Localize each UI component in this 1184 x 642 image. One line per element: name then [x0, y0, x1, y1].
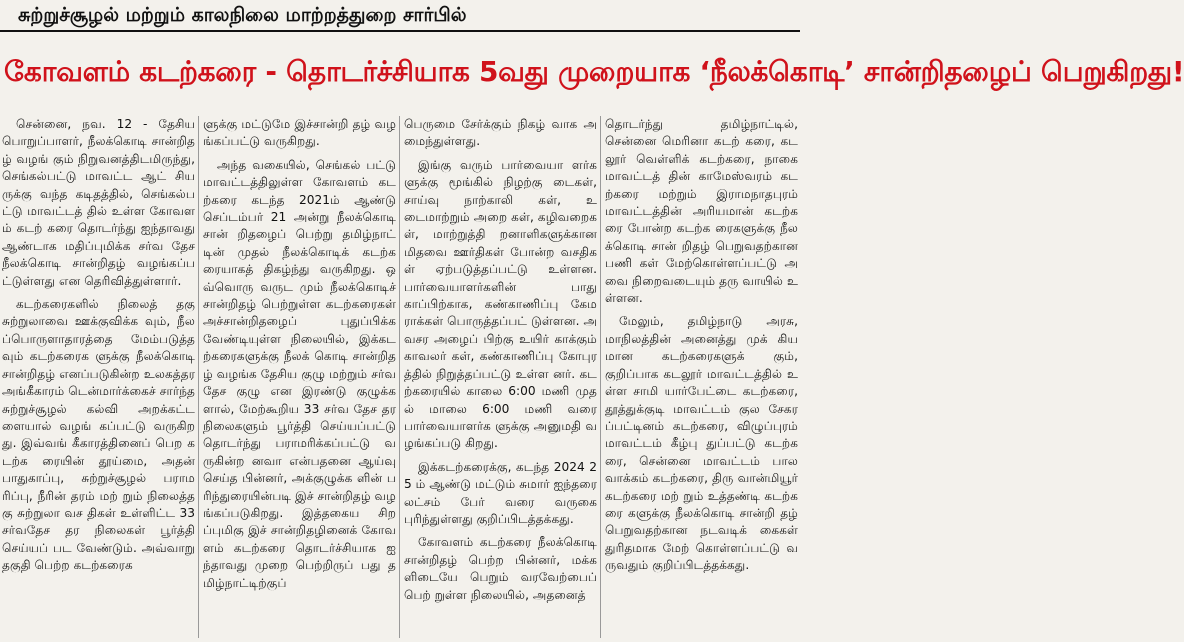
paragraph: இங்கு வரும் பார்வையா ளர்களுக்கு மூங்கில் நிழற்கு டைகள், சாய்வு நாற்காலி கள், உடைமாற்றும் அறை கள், கழிவறைகள், மாற்றுத்தி றனாளிகளுக்கான மிதவை ஊர்திகள் போன்ற வசதிகள் ஏற்படுத்தப்பட்டு உள்ளன. பார்வையாளர்களின் பாது காப்பிற்காக, கண்காணிப்பு கேமராக்கள் பொருத்தப்பட் டுள்ளன. அவசர அழைப் பிற்கு உயிர் காக்கும் காவலர் கள், கண்காணிப்பு கோபுர த்தில் நிறுத்தப்பட்டு உள்ள னர். கடற்கரையில் காலை 6:00 மணி முதல் மாலை 6:00 மணி வரை பார்வையாளர்க ளுக்கு அனுமதி வழங்கப்படு கிறது.: [404, 157, 597, 451]
paragraph: சென்னை, நவ. 12 - தேசிய பொறுப்பாளர், நீலக்கொடி சான்றிதழ் வழங் கும் நிறுவனத்திடமிருந்து, செங்கல்பட்டு மாவட்ட ஆட் சியருக்கு வந்த கடிதத்தில், செங்கல்பட்டு மாவட்டத் தில் உள்ள கோவளம் கடற் கரை தொடர்ந்து ஐந்தாவது ஆண்டாக மதிப்புமிக்க சர்வ தேச நீலக்கொடி சான்றிதழ் வழங்கப்பட்டுள்ளது என தெரிவித்துள்ளார்.: [2, 117, 195, 288]
paragraph: பெருமை சேர்க்கும் நிகழ் வாக அமைந்துள்ளது.: [404, 117, 597, 149]
body-column-3: [404, 116, 597, 638]
article-body: [2, 116, 798, 638]
article-headline: கோவளம் கடற்கரை - தொடர்ச்சியாக 5வது முறையாக ‘நீலக்கொடி’ சான்றிதழைப் பெறுகிறது!: [4, 55, 1184, 88]
paragraph: இக்கடற்கரைக்கு, கடந்த 2024 25 ம் ஆண்டு மட்டும் சுமார் ஐந்தரை லட்சம் பேர் வரை வருகை புரிந்துள்ளது குறிப்பிடத்தக்கது.: [404, 459, 597, 526]
paragraph: மேலும், தமிழ்நாடு அரசு, மாநிலத்தின் அனைத்து முக் கியமான கடற்கரைகளுக் கும், குறிப்பாக கடலூர் மாவட்டத்தில் உள்ள சாமி யார்பேட்டை கடற்கரை, தூத்துக்குடி மாவட்டம் குல சேகரப்பட்டினம் கடற்கரை, விழுப்புரம் மாவட்டம் கீழ்பு துப்பட்டு கடற்கரை, சென்னை மாவட்டம் பால வாக்கம் கடற்கரை, திரு வான்மியூர் கடற்கரை மற் றும் உத்தண்டி கடற்கரை களுக்கு நீலக்கொடி சான்றி தழ் பெறுவதற்கான நடவடிக் கைகள் துரிதமாக மேற் கொள்ளப்பட்டு வருவதும் குறிப்பிடத்தக்கது.: [605, 314, 798, 573]
paragraph: அந்த வகையில், செங்கல் பட்டு மாவட்டத்திலுள்ள கோவளம் கடற்கரை கடந்த 2021ம் ஆண்டு செப்டம்பர் 21 அன்று நீலக்கொடி சான் றிதழைப் பெற்று தமிழ்நாட் டின் முதல் நீலக்கொடிக் கடற்கரையாகத் திகழ்ந்து வருகிறது. ஒவ்வொரு வருட மும் நீலக்கொடிச் சான்றிதழ் பெற்றுள்ள கடற்கரைகள் அச்சான்றிதழைப் புதுப்பிக்க வேண்டியுள்ள நிலையில், இக்கடற்கரைகளுக்கு நீலக் கொடி சான்றிதழ் வழங்க தேசிய குழு மற்றும் சர்வதேச குழு என இரண்டு குழுக்க ளால், மேற்கூறிய 33 சர்வ தேச தர நிலைகளும் பூர்த்தி செய்யப்பட்டு தொடர்ந்து பராமரிக்கப்பட்டு வருகின்ற னவா என்பதனை ஆய்வு செய்த பின்னர், அக்குழுக்க ளின் பரிந்துரையின்படி இச் சான்றிதழ் வழங்கப்படுகிறது. இத்தகைய சிறப்புமிகு இச் சான்றிதழினைக் கோவளம் கடற்கரை தொடர்ச்சியாக ஐந்தாவது முறை பெற்றிருப் பது தமிழ்நாட்டிற்குப்: [203, 157, 396, 590]
article-kicker: சுற்றுச்சூழல் மற்றும் காலநிலை மாற்றத்துறை சார்பில்: [18, 4, 467, 26]
paragraph: ளுக்கு மட்டுமே இச்சான்றி தழ் வழங்கப்பட்டு வருகிறது.: [203, 117, 396, 149]
body-column-2: [203, 116, 396, 638]
body-column-4: [605, 116, 798, 638]
paragraph: தொடர்ந்து தமிழ்நாட்டில், சென்னை மெரினா கடற் கரை, கடலூர் வெள்ளிக் கடற்கரை, நாகை மாவட்டத் தின் காமேஸ்வரம் கடற்கரை மற்றும் இராமநாதபுரம் மாவட்டத்தின் அரியமான் கடற்கரை போன்ற கடற்க ரைகளுக்கு நீலக்கொடி சான் றிதழ் பெறுவதற்கான பணி கள் மேற்கொள்ளப்பட்டு அவை நிறைவடையும் தரு வாயில் உள்ளன.: [605, 117, 798, 306]
body-column-1: [2, 116, 195, 638]
paragraph: கடற்கரைகளில் நிலைத் தகு சுற்றுலாவை ஊக்குவிக்க வும், நீலப்பொருளாதாரத்தை மேம்படுத்தவும் கடற்கரைக ளுக்கு நீலக்கொடி சான்றிதழ் எனப்படுகின்ற உலகத்தர அங்கீகாரம் டென்மார்க்கைச் சார்ந்த சுற்றுச்சூழல் கல்வி அறக்கட்டளையால் வழங் கப்பட்டு வருகிறது. இவ்வங் கீகாரத்தினைப் பெற கடற்க ரையின் தூய்மை, அதன் பாதுகாப்பு, சுற்றுச்சூழல் பராமரிப்பு, நீரின் தரம் மற் றும் நிலைத்தகு சுற்றுலா வச திகள் உள்ளிட்ட 33 சர்வதேச தர நிலைகள் பூர்த்தி செய்யப் பட வேண்டும். அவ்வாறு தகுதி பெற்ற கடற்கரைக: [2, 297, 195, 573]
paragraph: கோவளம் கடற்கரை நீலக்கொடி சான்றிதழ் பெற்ற பின்னர், மக்களிடையே பெறும் வரவேற்பைப் பெற் றுள்ள நிலையில், அதனைத்: [404, 535, 597, 602]
kicker-divider: [0, 30, 800, 32]
